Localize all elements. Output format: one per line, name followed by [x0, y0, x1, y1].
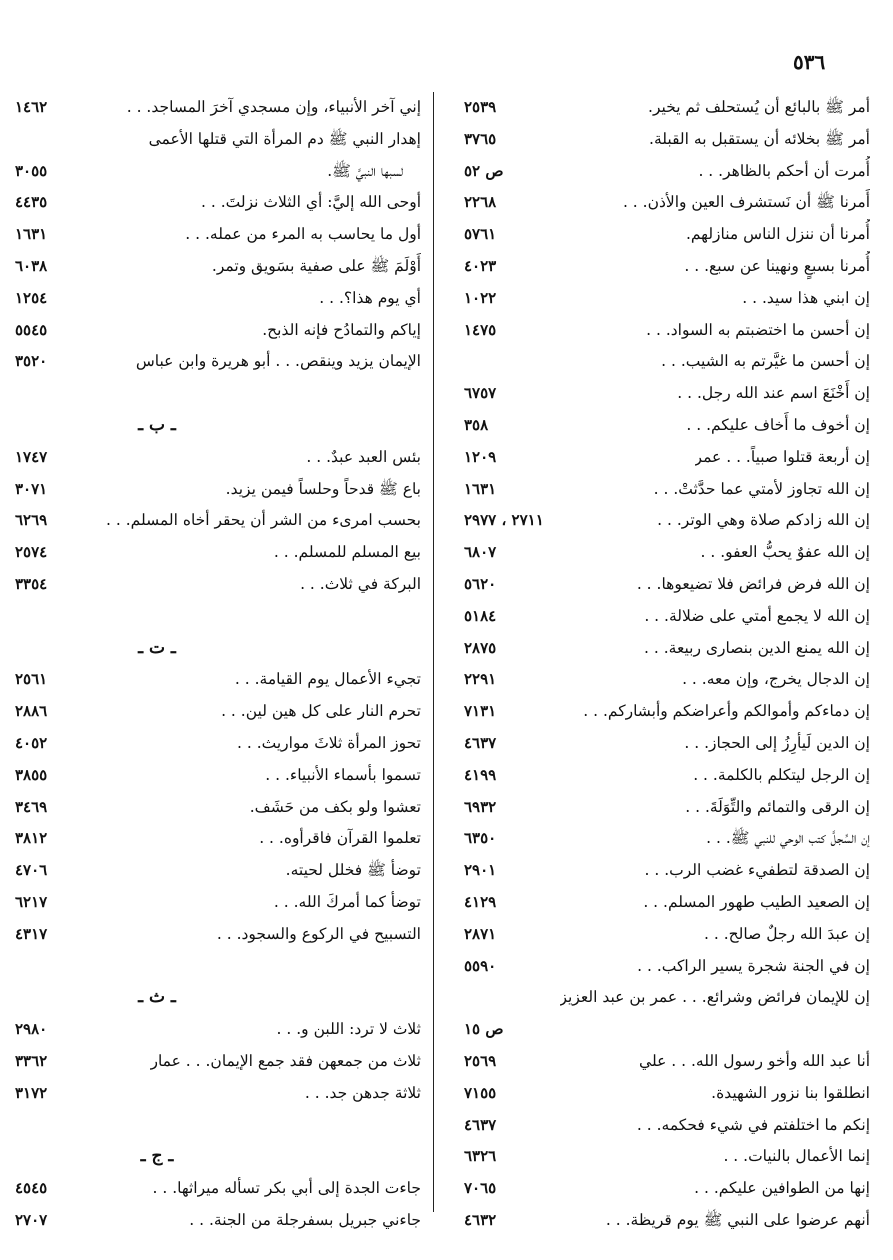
entry-ref: ٤٦٣٧ — [464, 1115, 497, 1134]
entry-text: إن الله تجاوز لأمتي عما حدَّثتْ. . . — [653, 479, 870, 498]
index-entry — [13, 1046, 421, 1078]
entry-ref: ٣٣٥٤ — [15, 574, 48, 593]
entry-text: إن أَخْنَعَ اسم عند الله رجل. . . — [677, 384, 870, 403]
entry-text: إن الدين لَيأرِزُ إلى الحجاز. . . — [684, 733, 870, 752]
index-entry — [462, 1173, 870, 1205]
index-entry — [13, 537, 421, 569]
index-column-right — [462, 92, 870, 1237]
entry-ref: ٤١٢٩ — [464, 892, 497, 911]
index-entry — [13, 251, 421, 283]
index-entry — [462, 1205, 870, 1237]
entry-ref: ٣٧٦٥ — [464, 129, 497, 148]
entry-ref: ٢٨٧١ — [464, 924, 497, 943]
index-entry — [462, 728, 870, 760]
index-entry — [13, 728, 421, 760]
entry-ref: ٣٥٢٠ — [15, 352, 48, 371]
entry-text: جاءني جبريل بسفرجلة من الجنة. . . — [189, 1210, 421, 1229]
entry-ref: ٦٧٥٧ — [464, 384, 497, 403]
index-entry — [462, 601, 870, 633]
section-gap — [13, 1110, 421, 1142]
index-entry — [462, 792, 870, 824]
entry-text: جاءت الجدة إلى أبي بكر تسأله ميراثها. . . — [152, 1179, 421, 1198]
entry-text: إنكم ما اختلفتم في شيء فحكمه. . . — [636, 1115, 870, 1134]
entry-text: إنها من الطوافين عليكم. . . — [694, 1179, 870, 1198]
entry-text: إن الصعيد الطيب طهور المسلم. . . — [643, 892, 870, 911]
entry-ref: ٥٦٢٠ — [464, 574, 497, 593]
entry-ref: ٢٥٣٩ — [464, 98, 497, 116]
entry-ref: ٤٠٥٢ — [15, 733, 48, 752]
index-entry — [13, 696, 421, 728]
index-entry — [13, 1078, 421, 1110]
entry-text: بيع المسلم للمسلم. . . — [273, 543, 421, 562]
index-entry — [462, 696, 870, 728]
index-column-left — [13, 92, 421, 1237]
entry-ref: ٣١٧٢ — [15, 1083, 48, 1102]
entry-text: إن الله يمنع الدين بنصارى ربيعة. . . — [644, 638, 870, 657]
index-entry — [13, 283, 421, 315]
entry-text: أَمرنا ﷺ أن نَستشرف العين والأذن. . . — [622, 193, 870, 212]
entry-ref: ٤٦٣٢ — [464, 1210, 497, 1229]
entry-text: إن الله عفوٌ يحبُّ العفو. . . — [700, 543, 870, 562]
entry-text: تحوز المرأة ثلاثَ مواريث. . . — [237, 733, 421, 752]
index-entry — [462, 378, 870, 410]
entry-ref: ٣٠٧١ — [15, 479, 48, 498]
entry-text: التسبيح في الركوع والسجود. . . — [216, 924, 421, 943]
entry-ref: ٦٣٥٠ — [464, 829, 497, 848]
entry-text: إن عبدَ الله رجلٌ صالح. . . — [704, 924, 870, 943]
index-entry — [462, 664, 870, 696]
entry-ref: ٣٨١٢ — [15, 829, 48, 848]
entry-text: توضأ ﷺ فخلل لحيته. — [285, 861, 421, 880]
entry-ref: ٢٧١١ ، ٢٩٧٧ — [464, 511, 544, 530]
entry-text: إن الله لا يجمع أمتي على ضلالة. . . — [644, 606, 870, 625]
entry-ref: ٢٥٧٤ — [15, 543, 48, 562]
entry-ref: ٢٢٩١ — [464, 670, 497, 689]
entry-ref: ص ١٥ — [464, 1020, 504, 1039]
entry-ref: ٤٧٠٦ — [15, 861, 48, 880]
entry-text: إهدار النبي ﷺ دم المرأة التي قتلها الأعمى — [148, 129, 421, 148]
column-divider — [433, 92, 434, 1212]
entry-ref: ٥٧٦١ — [464, 225, 497, 244]
entry-text: أنهم عرضوا على النبي ﷺ يوم قريظة. . . — [605, 1210, 870, 1229]
index-entry — [13, 1014, 421, 1046]
index-entry — [462, 187, 870, 219]
entry-ref: ٦٠٣٨ — [15, 256, 48, 275]
entry-ref: ١٠٢٢ — [464, 288, 497, 307]
entry-ref: ١٧٤٧ — [15, 447, 48, 466]
entry-text: باع ﷺ قدحاً وحلساً فيمن يزيد. — [225, 479, 421, 498]
index-entry — [462, 251, 870, 283]
entry-text: أَوْلَمَ ﷺ على صفية بسَويق وتمر. — [211, 256, 421, 275]
entry-ref: ٦٩٣٢ — [464, 797, 497, 816]
entry-text: ثلاثة جدهن جد. . . — [304, 1083, 421, 1102]
index-entry — [13, 664, 421, 696]
entry-ref: ٤٣١٧ — [15, 924, 48, 943]
entry-text: إن الرقى والتمائم والتِّوَلَةَ. . . — [685, 797, 870, 816]
index-entry — [13, 760, 421, 792]
index-entry — [13, 1205, 421, 1237]
entry-text: إن الصدقة لتطفيء غضب الرب. . . — [644, 861, 870, 880]
entry-text: إن ابني هذا سيد. . . — [742, 288, 870, 307]
entry-ref: ١٤٦٢ — [15, 98, 48, 116]
index-entry — [13, 855, 421, 887]
index-entry — [13, 919, 421, 951]
index-entry-continuation — [13, 156, 421, 188]
index-entry — [13, 1173, 421, 1205]
entry-ref: ١٢٠٩ — [464, 447, 497, 466]
index-entry — [462, 1110, 870, 1142]
index-entry — [13, 92, 421, 124]
index-entry — [462, 219, 870, 251]
entry-ref: ٤٦٣٧ — [464, 733, 497, 752]
index-entry — [462, 505, 870, 537]
index-entry — [462, 315, 870, 347]
entry-ref: ٥٥٩٠ — [464, 956, 497, 975]
entry-ref: ٥١٨٤ — [464, 606, 497, 625]
index-entry — [462, 442, 870, 474]
entry-text: إن الله فرض فرائض فلا تضيعوها. . . — [636, 574, 870, 593]
section-heading-tha: ـ ث ـ — [138, 987, 176, 1008]
entry-ref: ٣٣٦٢ — [15, 1051, 48, 1070]
index-entry — [13, 569, 421, 601]
entry-text: بحسب امرىء من الشر أن يحقر أخاه المسلم. . . — [106, 511, 421, 530]
entry-text: أُمرت أن أحكم بالظاهر. . . — [698, 161, 870, 180]
entry-ref: ١٦٣١ — [15, 225, 48, 244]
entry-text: تعشوا ولو بكف من حَشَف. — [249, 797, 421, 816]
index-entry — [462, 124, 870, 156]
entry-text: إن الدجال يخرج، وإن معه. . . — [682, 670, 870, 689]
index-entry — [462, 283, 870, 315]
section-gap — [13, 601, 421, 633]
entry-text: أول ما يحاسب به المرء من عمله. . . — [185, 225, 421, 244]
entry-text: أُمرنا بسبعٍ ونهينا عن سبع. . . — [684, 256, 870, 275]
entry-text: انطلقوا بنا نزور الشهيدة. — [711, 1083, 870, 1102]
entry-text: بئس العبد عبدٌ. . . — [306, 447, 421, 466]
entry-text: تجيء الأعمال يوم القيامة. . . — [234, 670, 421, 689]
entry-ref: ٢٩٠١ — [464, 861, 497, 880]
entry-text: أي يوم هذا؟. . . — [319, 288, 421, 307]
entry-ref: ٧٠٦٥ — [464, 1179, 497, 1198]
entry-ref: ٣٠٥٥ — [15, 161, 48, 180]
entry-text: أمر ﷺ بالبائع أن يُستحلف ثم يخير. — [648, 98, 870, 116]
index-entry — [13, 346, 421, 378]
index-entry — [13, 187, 421, 219]
entry-text: البركة في ثلاث. . . — [300, 574, 421, 593]
index-entry — [462, 919, 870, 951]
entry-ref: ٦٨٠٧ — [464, 543, 497, 562]
index-entry — [462, 537, 870, 569]
entry-ref: ٧١٥٥ — [464, 1083, 497, 1102]
entry-ref: ص ٥٢ — [464, 161, 504, 180]
entry-ref: ٦٢٦٩ — [15, 511, 48, 530]
index-entry — [462, 855, 870, 887]
entry-text: إن دماءكم وأموالكم وأعراضكم وأبشاركم. . . — [583, 702, 870, 721]
entry-ref: ٥٥٤٥ — [15, 320, 48, 339]
entry-text: إن الرجل ليتكلم بالكلمة. . . — [693, 765, 870, 784]
index-entry — [462, 1014, 870, 1046]
index-entry — [13, 442, 421, 474]
section-heading-ta: ـ ت ـ — [138, 637, 176, 658]
section-gap — [13, 951, 421, 983]
index-entry — [462, 1046, 870, 1078]
entry-ref: ٧١٣١ — [464, 702, 497, 721]
index-entry — [462, 823, 870, 855]
entry-ref: ٤٥٤٥ — [15, 1179, 48, 1198]
entry-text: تعلموا القرآن فاقرأوه. . . — [259, 829, 421, 848]
entry-text: إن أحسن ما اختضبتم به السواد. . . — [646, 320, 870, 339]
index-entry — [13, 474, 421, 506]
index-entry — [13, 505, 421, 537]
entry-text: الإيمان يزيد وينقص. . . أبو هريرة وابن عباس — [135, 352, 421, 371]
index-entry — [13, 219, 421, 251]
entry-ref: ٢٨٨٦ — [15, 702, 48, 721]
entry-text: أوحى الله إليَّ: أي الثلاث نزلتَ. . . — [201, 193, 421, 212]
entry-ref: ٤٠٢٣ — [464, 256, 497, 275]
entry-text: إنما الأعمال بالنيات. . . — [723, 1147, 870, 1166]
page-number: ٥٣٦ — [793, 50, 826, 74]
index-entry — [462, 1078, 870, 1110]
index-entry — [13, 792, 421, 824]
entry-ref: ٣٤٦٩ — [15, 797, 48, 816]
index-entry — [13, 823, 421, 855]
index-entry — [462, 156, 870, 188]
entry-ref: ٤١٩٩ — [464, 765, 497, 784]
entry-ref: ٣٥٨ — [464, 415, 489, 434]
entry-text: إن في الجنة شجرة يسير الراكب. . . — [637, 956, 870, 975]
entry-text: إياكم والتمادُح فإنه الذبح. — [262, 320, 421, 339]
entry-text: توضأ كما أمركَ الله. . . — [273, 892, 421, 911]
entry-text: إن أربعة قتلوا صبياً. . . عمر — [694, 447, 870, 466]
index-entry — [462, 1141, 870, 1173]
section-heading-ba: ـ ب ـ — [138, 414, 176, 435]
entry-text: تحرم النار على كل هين لين. . . — [221, 702, 421, 721]
entry-text: ثلاث لا ترد: اللبن و. . . — [276, 1020, 421, 1039]
entry-text: أُمرنا أن ننزل الناس منازلهم. — [685, 225, 870, 244]
entry-text: إن أخوف ما أَخاف عليكم. . . — [686, 415, 870, 434]
entry-ref: ٤٤٣٥ — [15, 193, 48, 212]
index-entry — [462, 474, 870, 506]
entry-text: إني آخر الأنبياء، وإن مسجدي آخرَ المساجد. . . — [126, 98, 421, 116]
entry-ref: ٦٢١٧ — [15, 892, 48, 911]
entry-ref: ٢٨٧٥ — [464, 638, 497, 657]
index-entry — [462, 887, 870, 919]
index-entry — [462, 760, 870, 792]
entry-ref: ١٤٧٥ — [464, 320, 497, 339]
index-entry — [462, 951, 870, 983]
entry-text: تسموا بأسماء الأنبياء. . . — [265, 765, 421, 784]
entry-text: إن السِّجلَّ كتب الوحي للنبي ﷺ. . . — [706, 829, 870, 848]
entry-text: ثلاث من جمعهن فقد جمع الإيمان. . . عمار — [150, 1051, 421, 1070]
entry-ref: ١٢٥٤ — [15, 288, 48, 307]
index-entry — [13, 124, 421, 156]
entry-ref: ٢٥٦٩ — [464, 1051, 497, 1070]
index-entry — [462, 569, 870, 601]
section-heading-jim: ـ ج ـ — [140, 1146, 174, 1167]
index-entry — [13, 315, 421, 347]
entry-ref: ٢٧٠٧ — [15, 1210, 48, 1229]
index-entry — [462, 92, 870, 124]
index-entry — [462, 982, 870, 1014]
index-entry — [462, 346, 870, 378]
index-entry — [462, 410, 870, 442]
section-gap — [13, 378, 421, 410]
entry-text: إن للإيمان فرائض وشرائع. . . عمر بن عبد العزيز — [559, 988, 870, 1007]
entry-ref: ٦٣٢٦ — [464, 1147, 497, 1166]
entry-text: أنا عبد الله وأخو رسول الله. . . علي — [639, 1051, 870, 1070]
index-entry — [462, 633, 870, 665]
entry-text: إن الله زادكم صلاة وهي الوتر. . . — [657, 511, 870, 530]
entry-ref: ٣٨٥٥ — [15, 765, 48, 784]
index-entry — [13, 887, 421, 919]
entry-ref: ٢٢٦٨ — [464, 193, 497, 212]
entry-text: إن أحسن ما غيَّرتم به الشيب. . . — [661, 352, 870, 371]
entry-ref: ١٦٣١ — [464, 479, 497, 498]
entry-text: لسبها النبيَّ ﷺ. — [327, 161, 403, 180]
entry-text: أمر ﷺ بخلائه أن يستقبل به القبلة. — [649, 129, 870, 148]
entry-ref: ٢٥٦١ — [15, 670, 48, 689]
entry-ref: ٢٩٨٠ — [15, 1020, 48, 1039]
